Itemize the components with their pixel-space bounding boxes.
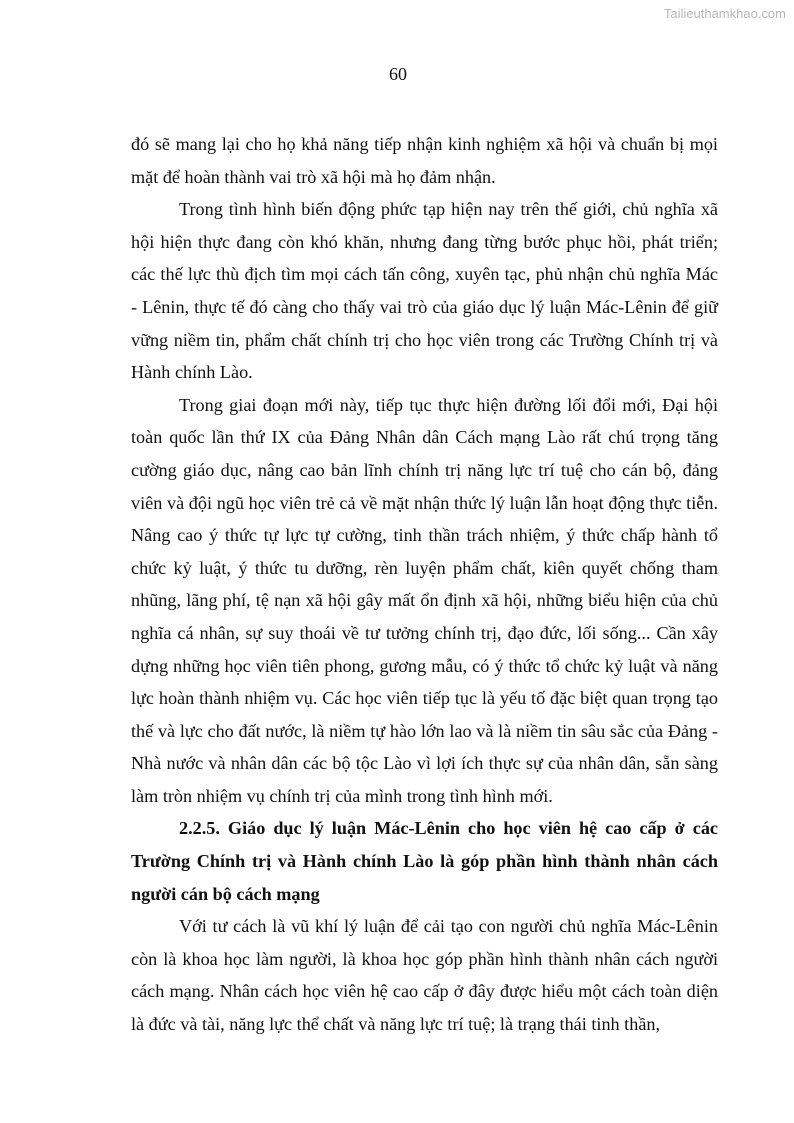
- paragraph-world-situation: Trong tình hình biến động phức tạp hiện nay trên thế giới, chủ nghĩa xã hội hiện thực đang còn khó khăn, nhưng đang từng bước phục hồi, phát triển; các thế lực thù địch tìm mọi cách tấn công, xuyên tạc, phủ nhận chủ nghĩa Mác - Lênin, thực tế đó càng cho thấy vai trò của giáo dục lý luận Mác-Lênin để giữ vững niềm tin, phẩm chất chính trị cho học viên trong các Trường Chính trị và Hành chính Lào.: [131, 199, 718, 383]
- document-body: [131, 128, 718, 1041]
- watermark: Tailieuthamkhao.com: [663, 6, 786, 21]
- page-number: 60: [389, 64, 407, 84]
- paragraph-continuation: đó sẽ mang lại cho họ khả năng tiếp nhận kinh nghiệm xã hội và chuẩn bị mọi mặt để hoàn thành vai trò xã hội mà họ đảm nhận.: [131, 134, 718, 187]
- paragraph-new-period: Trong giai đoạn mới này, tiếp tục thực hiện đường lối đổi mới, Đại hội toàn quốc lần thứ IX của Đảng Nhân dân Cách mạng Lào rất chú trọng tăng cường giáo dục, nâng cao bản lĩnh chính trị năng lực trí tuệ cho cán bộ, đảng viên và đội ngũ học viên trẻ cả về mặt nhận thức lý luận lẫn hoạt động thực tiễn. Nâng cao ý thức tự lực tự cường, tinh thần trách nhiệm, ý thức chấp hành tổ chức kỷ luật, ý thức tu dưỡng, rèn luyện phẩm chất, kiên quyết chống tham nhũng, lãng phí, tệ nạn xã hội gây mất ổn định xã hội, những biểu hiện của chủ nghĩa cá nhân, sự suy thoái về tư tưởng chính trị, đạo đức, lối sống... Cần xây dựng những học viên tiên phong, gương mẫu, có ý thức tổ chức kỷ luật và năng lực hoàn thành nhiệm vụ. Các học viên tiếp tục là yếu tố đặc biệt quan trọng tạo thế và lực cho đất nước, là niềm tự hào lớn lao và là niềm tin sâu sắc của Đảng - Nhà nước và nhân dân các bộ tộc Lào vì lợi ích thực sự của nhân dân, sẵn sàng làm tròn nhiệm vụ chính trị của mình trong tình hình mới.: [131, 394, 718, 806]
- paragraph-personality: Với tư cách là vũ khí lý luận để cải tạo con người chủ nghĩa Mác-Lênin còn là khoa học làm người, là khoa học góp phần hình thành nhân cách người cách mạng. Nhân cách học viên hệ cao cấp ở đây được hiểu một cách toàn diện là đức và tài, năng lực thể chất và năng lực trí tuệ; là trạng thái tinh thần,: [131, 916, 718, 1035]
- section-heading: 2.2.5. Giáo dục lý luận Mác-Lênin cho học viên hệ cao cấp ở các Trường Chính trị và Hành chính Lào là góp phần hình thành nhân cách người cán bộ cách mạng: [131, 818, 718, 904]
